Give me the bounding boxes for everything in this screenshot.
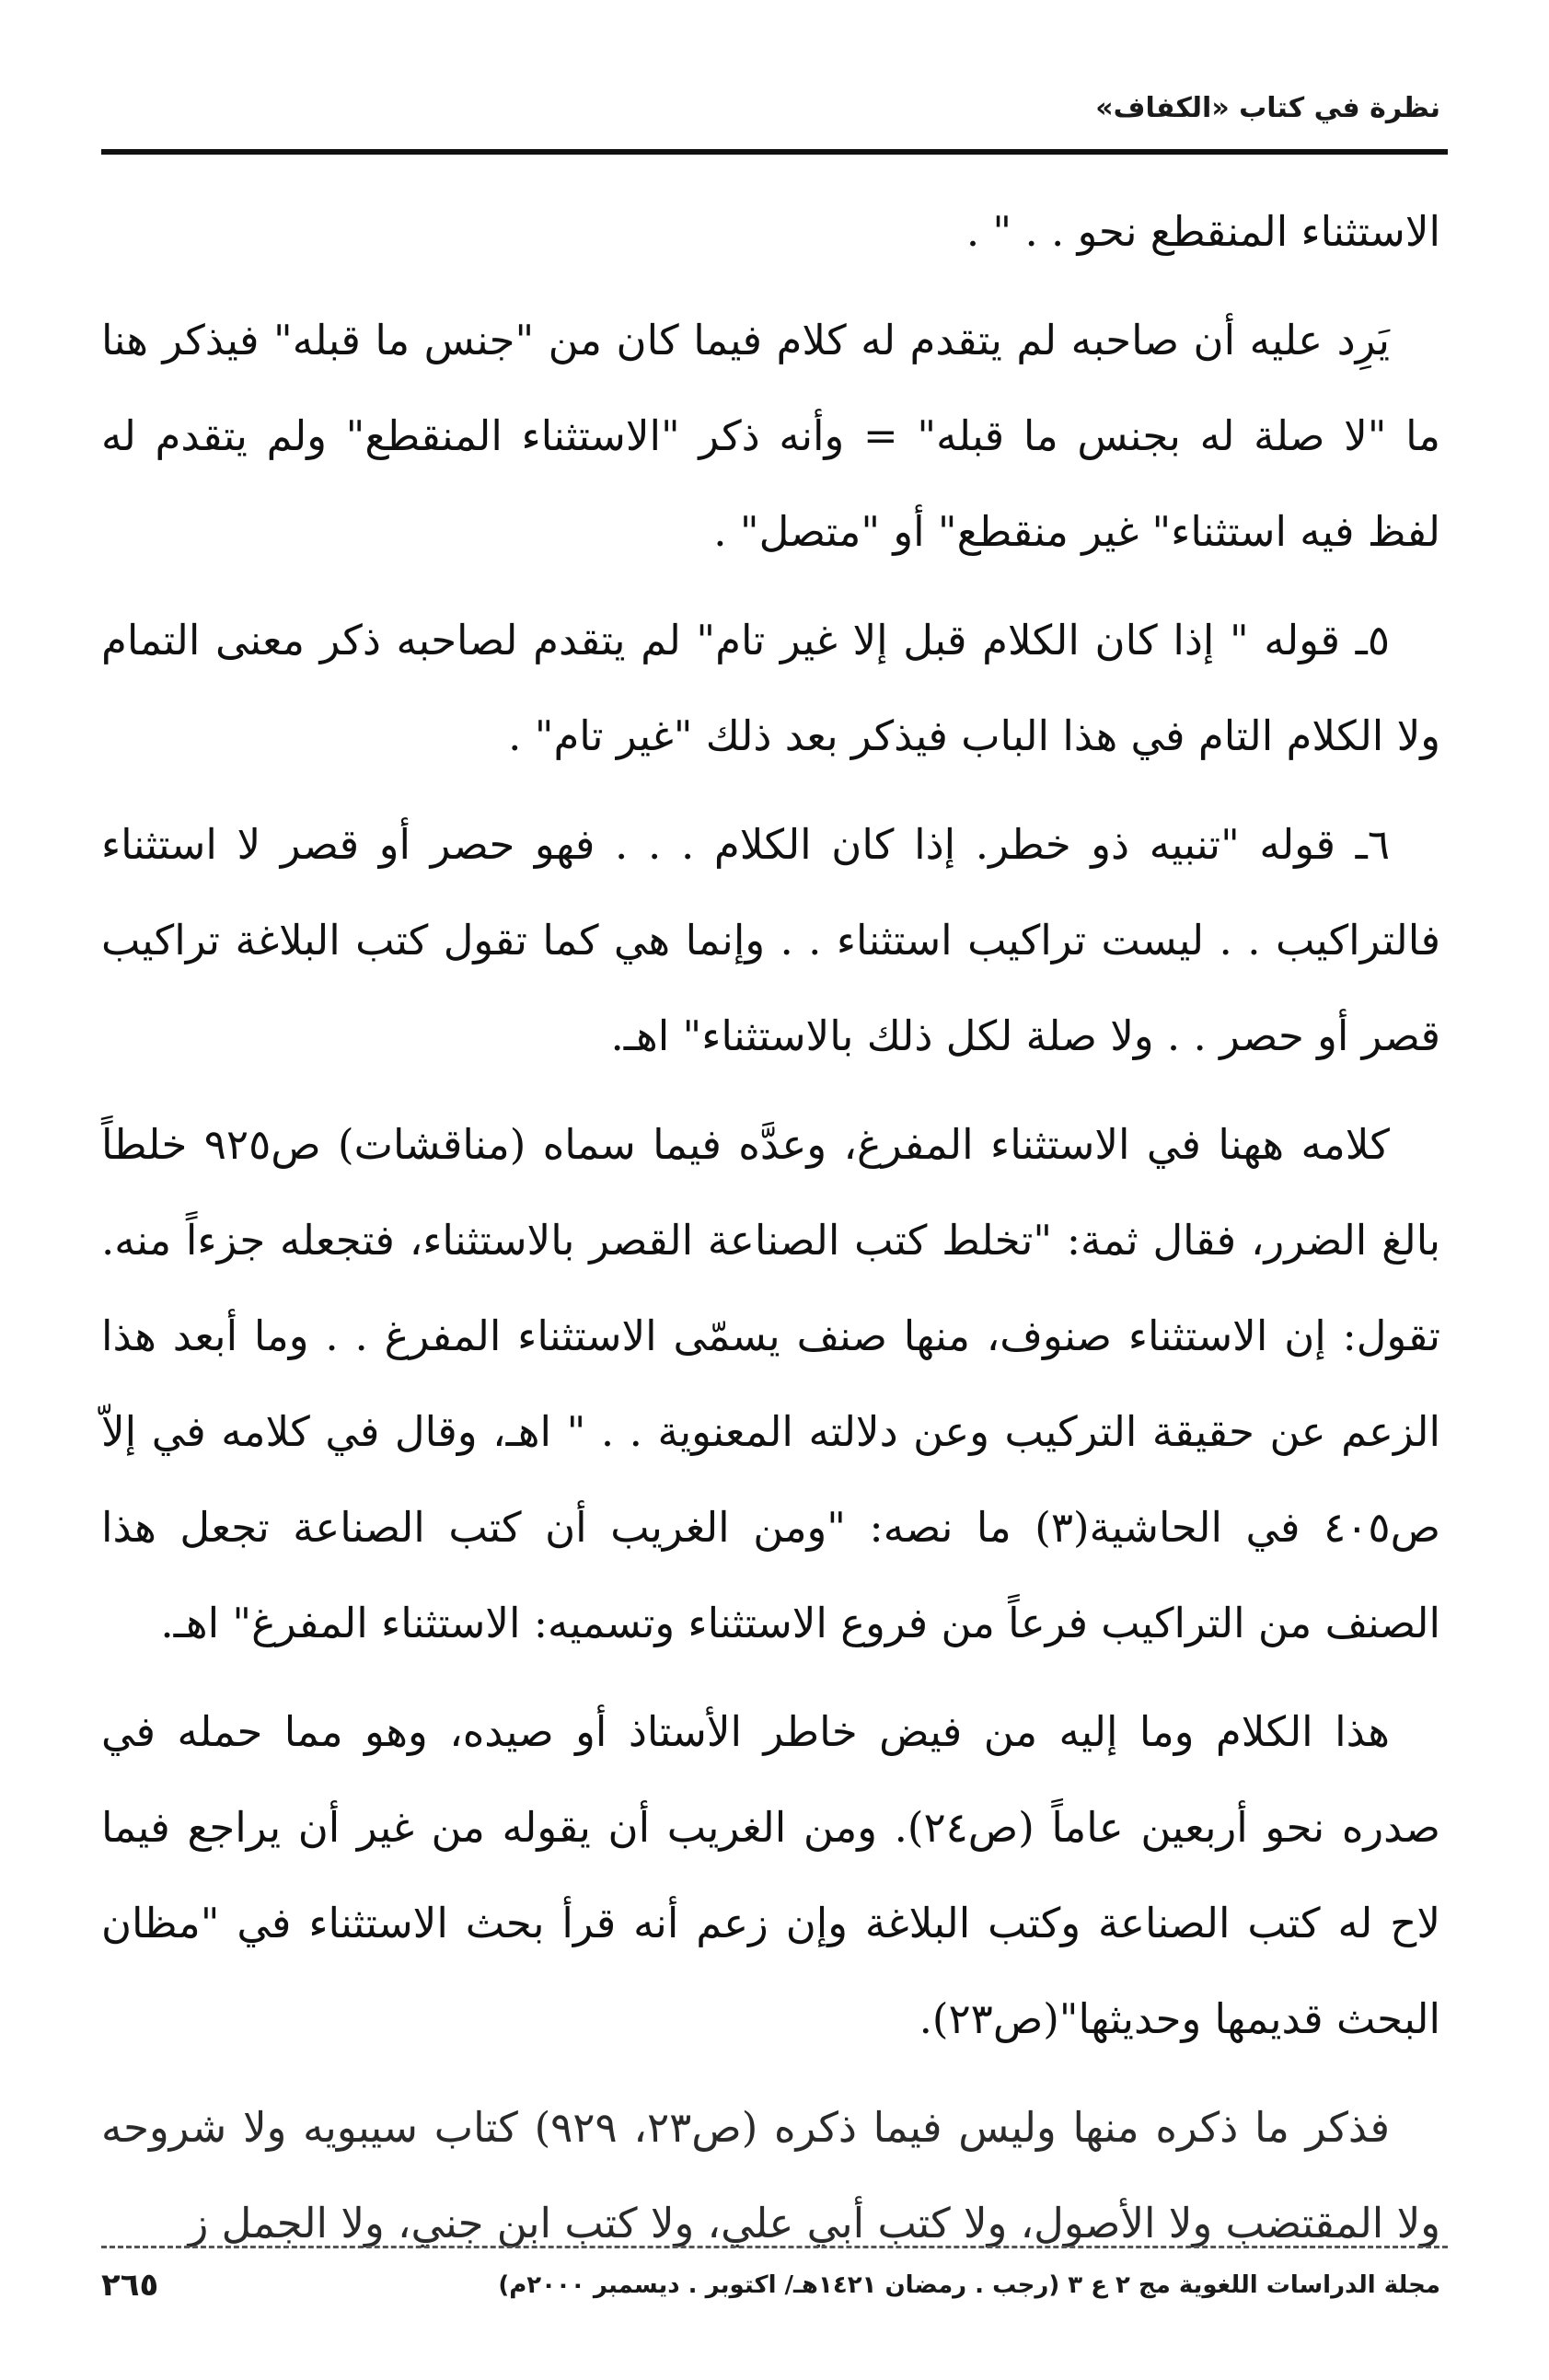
journal-citation: مجلة الدراسات اللغوية مج ٢ ع ٣ (رجب . رمضان ١٤٢١هـ/ اكتوبر . ديسمبر ٢٠٠٠م) (498, 2271, 1440, 2299)
paragraph-6: هذا الكلام وما إليه من فيض خاطر الأستاذ أو صيده، وهو مما حمله في صدره نحو أربعين عاماً (ص٢٤). ومن الغريب أن يقوله من غير أن يراجع فيما لاح له كتب الصناعة وكتب البلاغة وإن زعم أنه قرأ بحث الاستثناء في "مظان البحث قديمها وحديثها"(ص٢٣). (101, 1707, 1440, 2043)
running-header: نظرة في كتاب «الكفاف» (1095, 92, 1440, 124)
body-text (101, 184, 1440, 2271)
paragraph-3: ٥ـ قوله " إذا كان الكلام قبل إلا غير تام" لم يتقدم لصاحبه ذكر معنى التمام ولا الكلام التام في هذا الباب فيذكر بعد ذلك "غير تام" . (101, 616, 1440, 760)
footer-rule (101, 2246, 1448, 2248)
paragraph-1: الاستثناء المنقطع نحو . . " . (965, 207, 1440, 256)
paragraph-4: ٦ـ قوله "تنبيه ذو خطر. إذا كان الكلام . . . فهو حصر أو قصر لا استثناء فالتراكيب . . ليست تراكيب استثناء . . وإنما هي كما تقول كتب البلاغة تراكيب قصر أو حصر . . ولا صلة لكل ذلك بالاستثناء" اهـ. (101, 820, 1440, 1060)
page-footer (101, 2262, 1440, 2308)
page-number: ٢٦٥ (101, 2267, 159, 2304)
paragraph-5: كلامه ههنا في الاستثناء المفرغ، وعدَّه فيما سماه (مناقشات) ص٩٢٥ خلطاً بالغ الضرر، فقال ثمة: "تخلط كتب الصناعة القصر بالاستثناء، فتجعله جزءاً منه. تقول: إن الاستثناء صنوف، منها صنف يسمّى الاستثناء المفرغ . . وما أبعد هذا الزعم عن حقيقة التركيب وعن دلالته المعنوية . . " اهـ، وقال في كلامه في إلاّ ص٤٠٥ في الحاشية(٣) ما نصه: "ومن الغريب أن كتب الصناعة تجعل هذا الصنف من التراكيب فرعاً من فروع الاستثناء وتسميه: الاستثناء المفرغ" اهـ. (101, 1120, 1440, 1647)
header-rule (101, 149, 1448, 155)
paragraph-7: فذكر ما ذكره منها وليس فيما ذكره (ص٢٣، ٩٢٩) كتاب سيبويه ولا شروحه ولا المقتضب ولا الأصول، ولا كتب أبي علي، ولا كتب ابن جني، ولا الجمل ز (101, 2103, 1440, 2247)
paragraph-2: يَرِد عليه أن صاحبه لم يتقدم له كلام فيما كان من "جنس ما قبله" فيذكر هنا ما "لا صلة له بجنس ما قبله" = وأنه ذكر "الاستثناء المنقطع" ولم يتقدم له لفظ فيه استثناء" غير منقطع" أو "متصل" . (101, 316, 1440, 556)
